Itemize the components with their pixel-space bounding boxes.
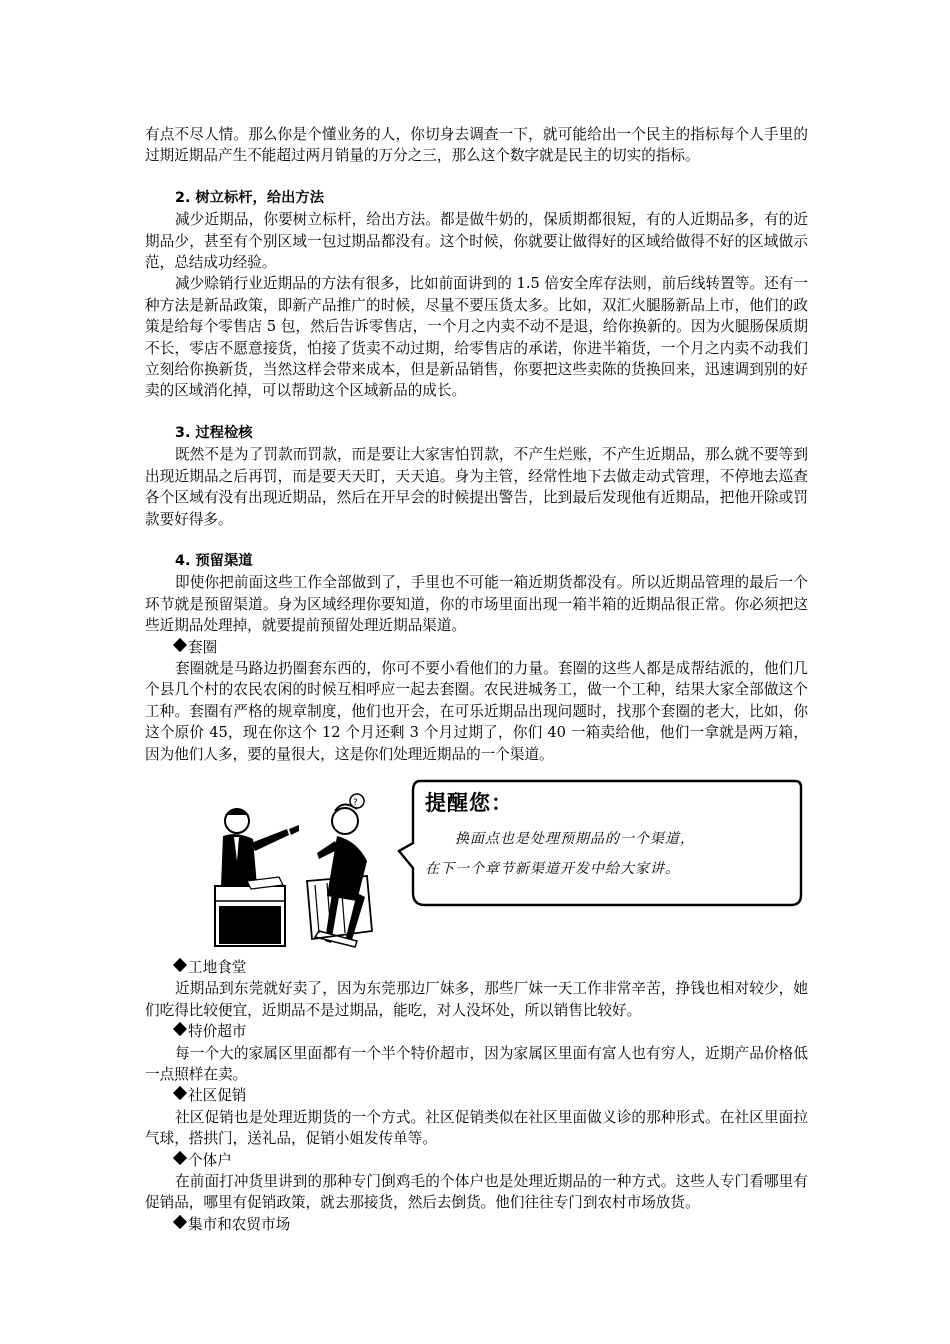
- diamond-bullet-icon: [173, 1086, 187, 1100]
- channel-item: [145, 1214, 808, 1235]
- section2-paragraph-1: 减少近期品，你要树立标杆，给出方法。都是做牛奶的，保质期都很短，有的人近期品多，有的近期品少，甚至有个别区域一包过期品都没有。这个时候，你就要让做得好的区域给做得不好的区域做示范，总结成功经验。: [145, 211, 808, 272]
- section3-paragraph-1: 既然不是为了罚款而罚款，而是要让大家害怕罚款，不产生烂账，不产生近期品，那么就不要等到出现近期品之后再罚，而是要天天盯，天天追。身为主管，经常性地下去做走动式管理，不停地去巡查各个区域有没有出现近期品，然后在开早会的时候提出警告，比到最后发现他有近期品，把他开除或罚款要好得多。: [145, 446, 808, 528]
- section4-paragraph-1: 即使你把前面这些工作全部做到了，手里也不可能一箱近期货都没有。所以近期品管理的最后一个环节就是预留渠道。身为区域经理你要知道，你的市场里面出现一箱半箱的近期品很正常。你必须把这些近期品处理掉，就要提前预留处理近期品渠道。: [145, 574, 808, 635]
- cartoon-illustration-icon: [207, 781, 407, 951]
- reminder-line-2: 在下一个章节新渠道开发中给大家讲。: [425, 860, 680, 877]
- reminder-title: 提醒您：: [425, 790, 513, 815]
- channel-label: 集市和农贸市场: [188, 1215, 291, 1233]
- channel-item: [145, 1085, 808, 1106]
- svg-text:?: ?: [353, 797, 358, 808]
- document-page: [145, 124, 808, 1235]
- spacer: [145, 530, 808, 551]
- channel-item: [145, 1150, 808, 1171]
- spacer: [145, 402, 808, 423]
- channel-item: [145, 1021, 808, 1042]
- reminder-line-1: 换面点也是处理预期品的一个渠道，: [455, 830, 695, 847]
- channel-text: 在前面打冲货里讲到的那种专门倒鸡毛的个体户也是处理近期品的一种方式。这些人专门看哪里有促销品，哪里有促销政策，就去那接货，然后去倒货。他们往往专门到农村市场放货。: [145, 1173, 808, 1212]
- diamond-bullet-icon: [173, 637, 187, 651]
- channel-label: 特价超市: [188, 1023, 247, 1041]
- channel-label: 个体户: [188, 1151, 232, 1169]
- channel-label: 工地食堂: [188, 958, 247, 976]
- channel-item: [145, 957, 808, 978]
- section2-paragraph-2: 减少赊销行业近期品的方法有很多，比如前面讲到的 1.5 倍安全库存法则，前后线转置等。还有一种方法是新品政策，即新产品推广的时候，尽量不要压货太多。比如，双汇火腿肠新品上市，他们的政策是给每个零售店 5 包，然后告诉零售店，一个月之内卖不动不是退，给你换新的。因为火腿肠保质期不长，零店不愿意接货，怕接了货卖不动过期，给零售店的承诺，你进半箱货，一个月之内卖不动我们立刻给你换新货，当然这样会带来成本，但是新品销售，你要把这些卖陈的货换回来，迅速调到别的好卖的区域消化掉，可以帮助这个区域新品的成长。: [145, 275, 808, 400]
- section-heading-3: 3. 过程检核: [175, 424, 253, 441]
- spacer: [145, 167, 808, 188]
- channel-label: 社区促销: [188, 1087, 247, 1105]
- diamond-bullet-icon: [173, 1151, 187, 1165]
- channel-text: 社区促销也是处理近期货的一个方式。社区促销类似在社区里面做义诊的那种形式。在社区里面拉气球，搭拱门，送礼品，促销小姐发传单等。: [145, 1108, 808, 1148]
- channel-text: 近期品到东莞就好卖了，因为东莞那边厂妹多，那些厂妹一天工作非常辛苦，挣钱也相对较少，她们吃得比较便宜，近期品不是过期品，能吃，对人没坏处，所以销售比较好。: [145, 980, 808, 1019]
- channel-label: 套圈: [188, 638, 218, 656]
- diamond-bullet-icon: [173, 1022, 187, 1036]
- diamond-bullet-icon: [173, 1215, 187, 1229]
- channel-text: 套圈就是马路边扔圈套东西的，你可不要小看他们的力量。套圈的这些人都是成帮结派的，他们几个县几个村的农民农闲的时候互相呼应一起去套圈。农民进城务工，做一个工种，结果大家全部做这个工种。套圈有严格的规章制度，他们也开会，在可乐近期品出现问题时，找那个套圈的老大，比如，你这个原价 45，现在你这个 12 个月还剩 3 个月过期了，你们 40 一箱卖给他，他们一拿就是两万箱，因为他们人多，要的量很大，这是你们处理近期品的一个渠道。: [145, 659, 808, 763]
- intro-paragraph: 有点不尽人情。那么你是个懂业务的人，你切身去调查一下，就可能给出一个民主的指标每个人手里的过期近期品产生不能超过两月销量的万分之三，那么这个数字就是民主的切实的指标。: [145, 126, 808, 165]
- channel-text: 每一个大的家属区里面都有一个半个特价超市，因为家属区里面有富人也有穷人，近期产品价格低一点照样在卖。: [145, 1044, 808, 1083]
- section-heading-4: 4. 预留渠道: [175, 552, 253, 569]
- diamond-bullet-icon: [173, 958, 187, 972]
- channel-item: [145, 637, 808, 658]
- reminder-figure: [145, 773, 808, 955]
- section-heading-2: 2. 树立标杆，给出方法: [175, 189, 325, 206]
